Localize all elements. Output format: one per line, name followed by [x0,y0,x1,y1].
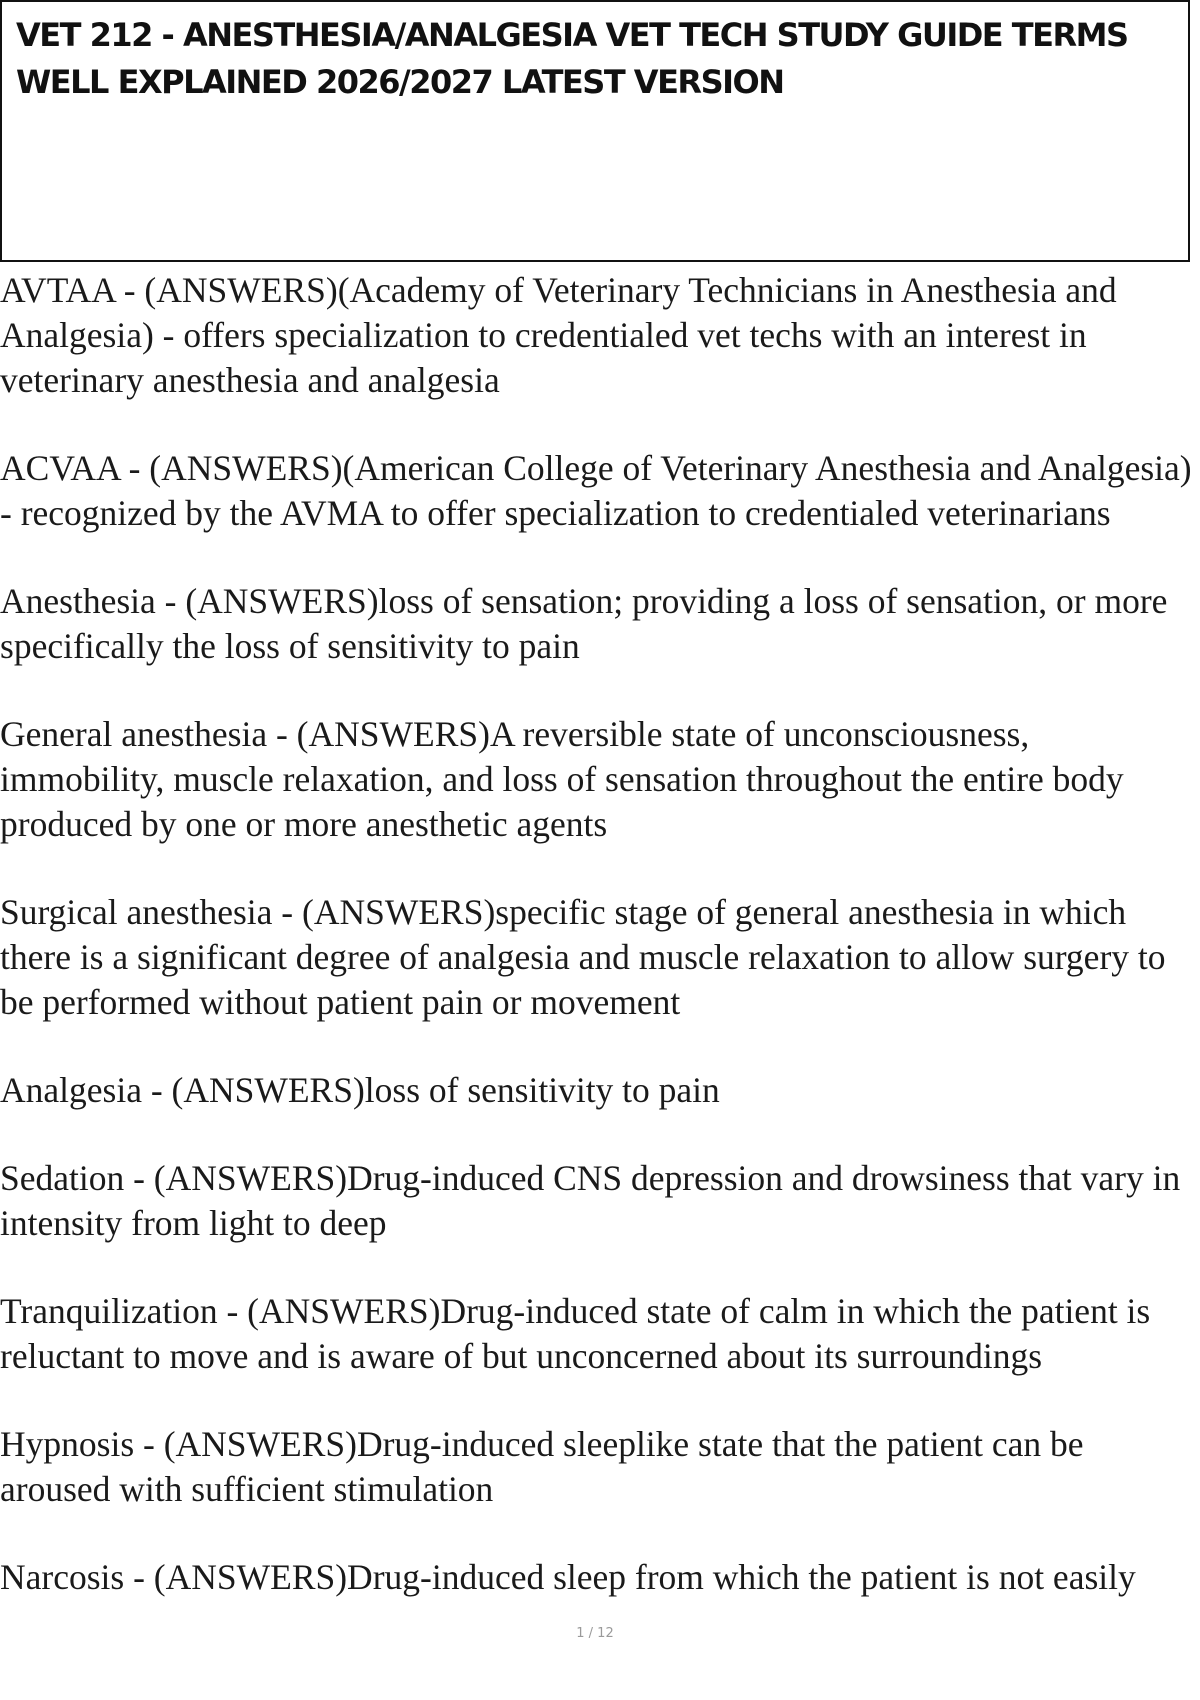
term-entry-surgical-anesthesia: Surgical anesthesia - (ANSWERS)specific stage of general anesthesia in which there is a significant degree of analgesia and muscle relaxation to allow surgery to be performed without patient pain or movement [0,892,1166,1022]
term-entry-sedation: Sedation - (ANSWERS)Drug-induced CNS depression and drowsiness that vary in intensity from light to deep [0,1158,1181,1243]
term-entry-anesthesia: Anesthesia - (ANSWERS)loss of sensation; providing a loss of sensation, or more specifically the loss of sensitivity to pain [0,581,1168,666]
title-box [0,0,1190,262]
term-entry-analgesia: Analgesia - (ANSWERS)loss of sensitivity to pain [0,1070,720,1110]
term-list [0,268,1195,1643]
page-number: 1 / 12 [576,1626,614,1641]
term-entry-acvaa: ACVAA - (ANSWERS)(American College of Veterinary Anesthesia and Analgesia) - recognized by the AVMA to offer specialization to credentialed veterinarians [0,448,1192,533]
term-entry-avtaa: AVTAA - (ANSWERS)(Academy of Veterinary Technicians in Anesthesia and Analgesia) - offers specialization to credentialed vet techs with an interest in veterinary anesthesia and analgesia [0,270,1117,400]
document-title: VET 212 - ANESTHESIA/ANALGESIA VET TECH STUDY GUIDE TERMS WELL EXPLAINED 2026/2027 LATEST VERSION [16,16,1128,101]
term-entry-narcosis: Narcosis - (ANSWERS)Drug-induced sleep from which the patient is not easily [0,1557,1136,1597]
term-entry-tranquilization: Tranquilization - (ANSWERS)Drug-induced state of calm in which the patient is reluctant to move and is aware of but unconcerned about its surroundings [0,1291,1151,1376]
term-entry-general-anesthesia: General anesthesia - (ANSWERS)A reversible state of unconsciousness, immobility, muscle relaxation, and loss of sensation throughout the entire body produced by one or more anesthetic agents [0,714,1124,844]
term-entry-hypnosis: Hypnosis - (ANSWERS)Drug-induced sleeplike state that the patient can be aroused with sufficient stimulation [0,1424,1084,1509]
